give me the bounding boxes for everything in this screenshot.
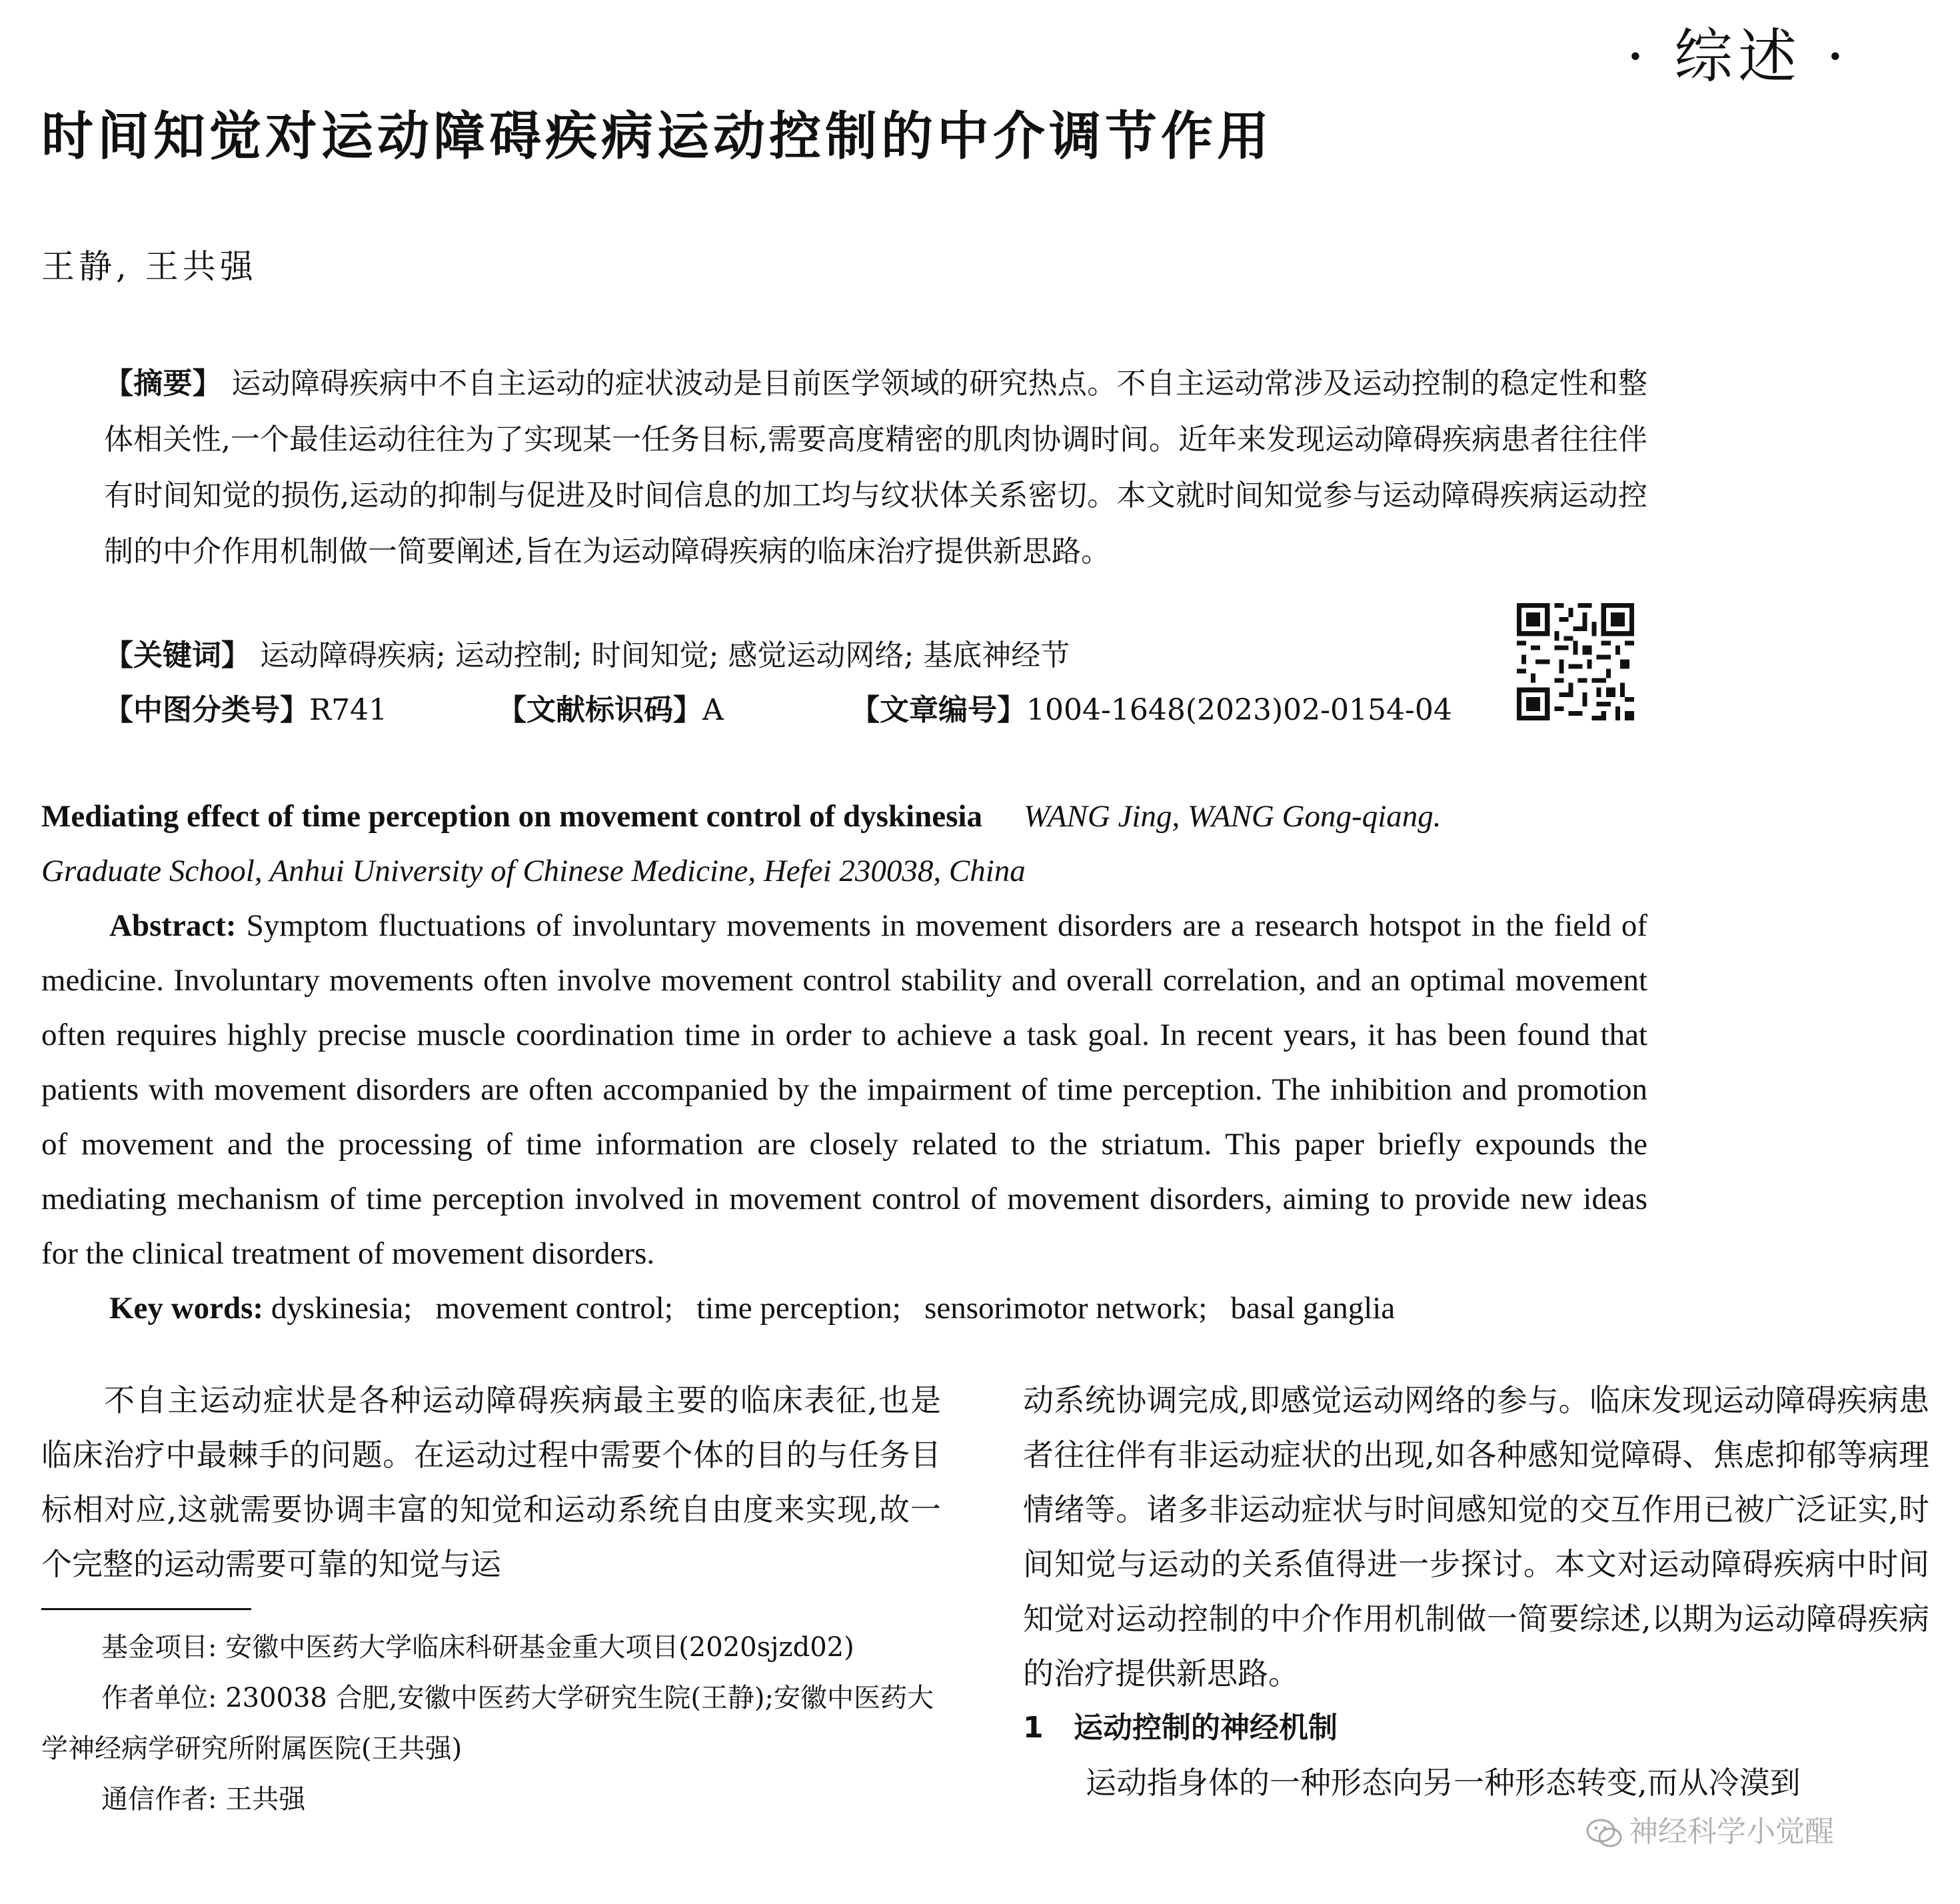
english-keywords-label: Key words: [109, 1291, 264, 1326]
english-title: Mediating effect of time perception on movement control of dyskinesia [41, 799, 982, 834]
english-abstract [41, 898, 1647, 1281]
english-keywords [41, 1281, 1647, 1336]
abstract-cn-label: 【摘要】 [104, 367, 223, 401]
keywords-cn-label: 【关键词】 [104, 638, 251, 672]
body-right-column [1023, 1373, 1929, 1810]
doc-code-value: A [702, 693, 724, 727]
section-title: 运动控制的神经机制 [1074, 1711, 1338, 1745]
keywords-cn-text: 运动障碍疾病; 运动控制; 时间知觉; 感觉运动网络; 基底神经节 [260, 638, 1070, 672]
body-right-paragraph: 动系统协调完成,即感觉运动网络的参与。临床发现运动障碍疾病患者往往伴有非运动症状的出现,如各种感知觉障碍、焦虑抑郁等病理情绪等。诸多非运动症状与时间感知觉的交互作用已被广泛证实,时间知觉与运动的关系值得进一步探讨。本文对运动障碍疾病中时间知觉对运动控制的中介作用机制做一简要综述,以期为运动障碍疾病的治疗提供新思路。 [1023, 1382, 1929, 1691]
paper-title: 时间知觉对运动障碍疾病运动控制的中介调节作用 [41, 107, 1274, 167]
abstract-cn-text: 运动障碍疾病中不自主运动的症状波动是目前医学领域的研究热点。不自主运动常涉及运动控制的稳定性和整体相关性,一个最佳运动往往为了实现某一任务目标,需要高度精密的肌肉协调时间。近年来发现运动障碍疾病患者往往伴有时间知觉的损伤,运动的抑制与促进及时间信息的加工均与纹状体关系密切。本文就时间知觉参与运动障碍疾病运动控制的中介作用机制做一简要阐述,旨在为运动障碍疾病的临床治疗提供新思路。 [104, 367, 1647, 568]
article-no-label: 【文章编号】 [850, 693, 1026, 727]
footnote-affiliation: 作者单位: 230038 合肥,安徽中医药大学研究生院(王静);安徽中医药大学神经病学研究所附属医院(王共强) [41, 1683, 934, 1764]
section-tag: · 综述 · [1626, 22, 1850, 91]
english-keywords-text: dyskinesia; movement control; time perception; sensorimotor network; basal ganglia [271, 1291, 1396, 1326]
section-paragraph: 运动指身体的一种形态向另一种形态转变,而从冷漠到 [1086, 1765, 1801, 1801]
english-abstract-text: Symptom fluctuations of involuntary movements in movement disorders are a research hotspot in the field of medicine. Involuntary movements often involve movement control stability and overall correlation, and an optimal movement often requires highly precise muscle coordination time in order to achieve a task goal. In recent years, it has been found that patients with movement disorders are often accompanied by the impairment of time perception. The inhibition and promotion of movement and the processing of time information are closely related to the striatum. This paper briefly expounds the mediating mechanism of time perception involved in movement control of movement disorders, aiming to provide new ideas for the clinical treatment of movement disorders. [41, 908, 1647, 1271]
english-affiliation: Graduate School, Anhui University of Chinese Medicine, Hefei 230038, China [41, 854, 1026, 888]
article-no-value: 1004-1648(2023)02-0154-04 [1026, 693, 1452, 727]
classification-line [104, 684, 1503, 737]
section-heading [1023, 1701, 1929, 1755]
abstract-cn [41, 356, 1647, 580]
section-number: 1 [1023, 1711, 1044, 1745]
footnote-fund: 基金项目: 安徽中医药大学临床科研基金重大项目(2020sjzd02) [101, 1632, 854, 1663]
clc-label: 【中图分类号】 [104, 693, 309, 727]
body-left-column [41, 1373, 941, 1591]
watermark-text: 神经科学小觉醒 [1629, 1815, 1834, 1849]
english-abstract-block [41, 789, 1647, 1336]
keywords-cn [104, 629, 1503, 682]
wechat-icon [1586, 1817, 1623, 1849]
english-abstract-label: Abstract: [109, 908, 237, 943]
clc-value: R741 [309, 693, 388, 727]
body-intro-paragraph: 不自主运动症状是各种运动障碍疾病最主要的临床表征,也是临床治疗中最棘手的问题。在运动过程中需要个体的目的与任务目标相对应,这就需要协调丰富的知觉和运动系统自由度来实现,故一个完整的运动需要可靠的知觉与运 [41, 1382, 941, 1582]
authors: 王静, 王共强 [41, 247, 257, 286]
english-authors: WANG Jing, WANG Gong-qiang. [1023, 799, 1442, 834]
watermark [1586, 1805, 1946, 1859]
doc-code-label: 【文献标识码】 [497, 693, 702, 727]
footnote-divider [41, 1608, 251, 1610]
footnote-corresponding: 通信作者: 王共强 [101, 1784, 306, 1815]
qr-code-icon [1517, 603, 1634, 720]
footnotes [41, 1622, 941, 1825]
